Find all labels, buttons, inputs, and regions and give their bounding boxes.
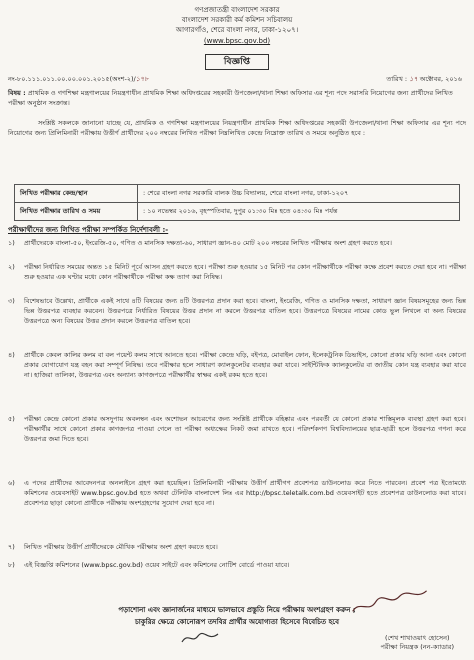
instruction-item bbox=[8, 560, 466, 570]
instructions-heading: পরীক্ষার্থীদের জন্য লিখিত পরীক্ষা সম্পর্কিত নির্দেশাবলী :- bbox=[8, 226, 169, 234]
footer-advice: পড়াশোনা এবং জ্ঞানার্জনের মাধ্যমে ভালভাবে প্রস্তুতি নিয়ে পরীক্ষায় অংশগ্রহণ করুন ; bbox=[118, 606, 356, 614]
item-number: ৫) bbox=[8, 415, 15, 423]
header-website: (www.bpsc.gov.bd) bbox=[203, 37, 271, 45]
date-handwritten: ১৭ bbox=[409, 75, 418, 83]
item-text: পরীক্ষা কেন্দ্রে কোনো প্রকার অসদুপায় অবলম্বন এবং অশোভন আচরণের জন্য সংশ্লিষ্ট প্রার্থীকে বহিষ্কার এবং পরবর্তী যে কোনো প্রকার শাস্তিমূলক ব্যবস্থা গ্রহণ করা হবে। পরীক্ষার্থীর সাথে কোনো প্রকার কাগজপত্র পাওয়া গেলে তা পরীক্ষা অধ্যক্ষের নিকট জমা রাখতে হবে। পরিদর্শকগণ বিশ্ববিদ্যালয়ের ছাত্র-ছাত্রী হলে উত্তরপত্র গণনা করে উত্তরপত্র জমা দিতে হবে। bbox=[24, 415, 466, 443]
table-key: লিখিত পরীক্ষার তারিখ ও সময় bbox=[15, 203, 138, 221]
date-rest: অক্টোবর, ২০১৬ bbox=[417, 75, 462, 83]
header-commission: বাংলাদেশ সরকারী কর্ম কমিশন সচিবালয় bbox=[181, 16, 293, 24]
item-number: ৪) bbox=[8, 351, 15, 359]
item-text: প্রার্থীকে কেবল কালির কলম বা বল পয়েন্ট কলম সাথে আনতে হবে। পরীক্ষা কেন্দ্রে ঘড়ি, বইপত্র, মোবাইল ফোন, ইলেকট্রনিক ডিভাইস, কোনো প্রকার ঘড়ি আনা এবং কোনো প্রকার যোগাযোগ যন্ত্র বহন করা সম্পূর্ণ নিষিদ্ধ। তবে পরীক্ষার হলে সাধারণ ক্যালকুলেটর ব্যবহার করা যাবে। সাইন্টিফিক ক্যালকুলেটর বা জাতীয় কোন যন্ত্র ব্যবহার করা যাবে না। হাজিরা তালিকা, উত্তরপত্র এবং অন্যান্য কাগজপত্রে পরীক্ষার্থীর স্বাক্ষর একই রকম হতে হবে। bbox=[24, 351, 466, 379]
item-number: ২) bbox=[8, 263, 15, 271]
subject-label: বিষয় : bbox=[8, 89, 26, 97]
table-row bbox=[15, 185, 460, 203]
instruction-item bbox=[8, 296, 466, 326]
instruction-item bbox=[8, 478, 466, 508]
signer-name: (শেখ শাখাওয়াৎ হোসেন) bbox=[384, 634, 450, 642]
subject-text: প্রাথমিক ও গণশিক্ষা মন্ত্রণালয়ের নিয়ন্ত্রণাধীন প্রাথমিক শিক্ষা অধিদপ্তরের সহকারী উপজেলা/থানা শিক্ষা অফিসার এর শূন্য পদে সরাসরি নিয়োগের জন্য প্রার্থীদের লিখিত পরীক্ষা অনুষ্ঠান সংক্রান্ত। bbox=[8, 89, 453, 107]
table-row bbox=[15, 203, 460, 221]
memo-text: নং-৮০.১১১.০১১.০০.০০.০০১.২০১৫(অংশ-২)/ bbox=[8, 75, 136, 83]
item-number: ৭) bbox=[8, 543, 15, 551]
intro-paragraph: সংশ্লিষ্ট সকলকে জানানো যাচ্ছে যে, প্রাথমিক ও গণশিক্ষা মন্ত্রণালয়ের নিয়ন্ত্রণাধীন প্রাথমিক শিক্ষা অধিদপ্তরের সহকারী উপজেলা/থানা শিক্ষা অফিসার এর শূন্য পদে নিয়োগের জন্য প্রিলিমিনারী পরীক্ষায় উত্তীর্ণ প্রার্থীদের ২০০ নম্বরের লিখিত পরীক্ষা নিম্নলিখিত কেন্দ্রে নিম্নোক্ত তারিখ ও সময়ে অনুষ্ঠিত হবে : bbox=[8, 119, 466, 137]
instruction-item bbox=[8, 238, 466, 248]
notice-title: বিজ্ঞপ্তি bbox=[205, 54, 269, 70]
instruction-item bbox=[8, 414, 466, 444]
table-value: : শেরে বাংলা নগর সরকারি বালক উচ্চ বিদ্যালয়, শেরে বাংলা নগর, ঢাকা-১২০৭ bbox=[138, 185, 460, 203]
instruction-item bbox=[8, 542, 466, 552]
item-text: লিখিত পরীক্ষায় উত্তীর্ণ প্রার্থীদেরকে মৌখিক পরীক্ষায় অংশ গ্রহণ করতে হবে। bbox=[24, 543, 218, 551]
item-number: ৬) bbox=[8, 479, 15, 487]
signer-title: পরীক্ষা নিয়ন্ত্রক (নন-ক্যাডার) bbox=[380, 643, 454, 651]
item-text: পরীক্ষা নির্ধারিত সময়ের অন্তত ১৫ মিনিট পূর্বে আসন গ্রহণ করতে হবে। পরীক্ষা শুরু হওয়ার ১৫ মিনিট পর কোন পরীক্ষার্থীকে পরীক্ষা কক্ষে প্রবেশ করতে দেয়া হবে না। পরীক্ষা শুরু হওয়ার এক ঘণ্টার মধ্যে কোন পরীক্ষার্থীকে পরীক্ষা কক্ষ ত্যাগ করা নিষিদ্ধ। bbox=[24, 263, 466, 281]
table-key: লিখিত পরীক্ষার কেন্দ্র/স্থান bbox=[15, 185, 138, 203]
signer-block bbox=[381, 634, 455, 652]
header-govt: গণপ্রজাতন্ত্রী বাংলাদেশ সরকার bbox=[194, 6, 280, 14]
header-address: আগারগাঁও, শেরে বাংলা নগর, ঢাকা-১২০৭। bbox=[175, 26, 299, 34]
memo-handwritten: ১৭৮ bbox=[135, 75, 149, 83]
item-number: ১) bbox=[8, 239, 15, 247]
date-label: তারিখ : bbox=[386, 75, 408, 83]
item-number: ৩) bbox=[8, 297, 15, 305]
item-number: ৮) bbox=[8, 561, 15, 569]
item-text: এ পদের প্রার্থীদের আবেদনপত্র অনলাইনে গ্রহণ করা হয়েছিল। প্রিলিমিনারী পরীক্ষায় উত্তীর্ণ প্রার্থীগণ প্রবেশপত্র ডাউনলোড করে নিতে পারবেন। প্রবেশ পত্র ইতোমধ্যে কমিশনের ওয়েবসাইট www.bpsc.gov.bd হতে অথবা টেলিটক বাংলাদেশ লিঃ এর http://bpsc.teletalk.com.bd ওয়েবসাইট হতে প্রবেশপত্র ডাউনলোড করা যাবে। প্রবেশপত্র ছাড়া কোনো প্রার্থীকে পরীক্ষায় অংশগ্রহণের সুযোগ দেয়া হবে না। bbox=[24, 479, 466, 507]
subject bbox=[8, 88, 468, 108]
item-text: বিশেষভাবে উল্লেখ্য, প্রার্থীকে একই সাথে ৪টি বিষয়ের জন্য ৪টি উত্তরপত্র প্রদান করা হবে। বাংলা, ইংরেজি, গণিত ও মানসিক দক্ষতা, সাধারণ জ্ঞান বিষয়সমূহের জন্য ভিন্ন ভিন্ন উত্তরপত্র ব্যবহার করবেন। উত্তরপত্রে নির্ধারিত বিষয়ের উত্তর প্রদান না করলে উত্তরপত্র বাতিল হবে। উত্তরপত্রে বিষয়ের নামের কোড ভুল লিখলে বা অন্য বিষয়ের উত্তরপত্রে অন্য বিষয়ের উত্তর প্রদান করলে উত্তরপত্র বাতিল হবে। bbox=[24, 297, 466, 325]
instruction-item bbox=[8, 350, 466, 380]
initial-signature bbox=[180, 630, 220, 649]
instruction-item bbox=[8, 262, 466, 282]
footer-warning: চাকুরির ক্ষেত্রে কোনোরূপ তদবির প্রার্থীর অযোগ্যতা হিসেবে বিবেচিত হবে bbox=[134, 618, 340, 626]
exam-info-table bbox=[14, 184, 460, 221]
item-text: এই বিজ্ঞপ্তি কমিশনের (www.bpsc.gov.bd) ওয়েব সাইটে এবং কমিশনের নোটিশ বোর্ডে পাওয়া যাবে। bbox=[24, 561, 290, 569]
issue-date bbox=[386, 74, 462, 85]
item-text: প্রার্থীদেরকে বাংলা-৫০, ইংরেজি-৫০, গণিত ও মানসিক দক্ষতা-৬০, সাধারণ জ্ঞান-৪০ মোট ২০০ নম্বরের লিখিত পরীক্ষায় অংশ গ্রহণ করতে হবে। bbox=[24, 239, 392, 247]
table-value: : ১০ নভেম্বর ২০১৬, বৃহস্পতিবার, দুপুর ০১:৩০ মিঃ হতে ০৪:৩০ মিঃ পর্যন্ত bbox=[138, 203, 460, 221]
memo-number bbox=[8, 74, 148, 85]
